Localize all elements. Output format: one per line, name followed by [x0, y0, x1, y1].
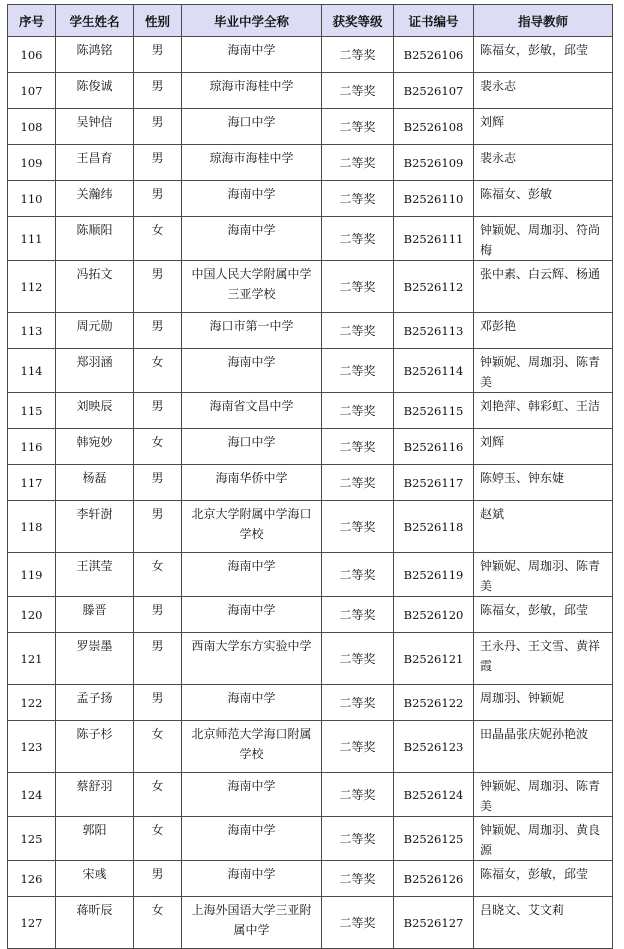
cell-certificate-number: B2526109 — [394, 145, 474, 181]
cell-student-name: 郭阳 — [56, 817, 134, 861]
cell-teacher: 赵斌 — [474, 501, 613, 553]
cell-seq: 109 — [8, 145, 56, 181]
table-row — [8, 465, 613, 501]
cell-student-name: 李轩澍 — [56, 501, 134, 553]
cell-student-name: 杨磊 — [56, 465, 134, 501]
cell-gender: 男 — [134, 597, 182, 633]
cell-certificate-number: B2526116 — [394, 429, 474, 465]
cell-gender: 男 — [134, 37, 182, 73]
header-teacher: 指导教师 — [474, 5, 613, 37]
cell-seq: 122 — [8, 685, 56, 721]
table-header-row — [8, 5, 613, 37]
cell-student-name: 蔡舒羽 — [56, 773, 134, 817]
cell-seq: 116 — [8, 429, 56, 465]
table-row — [8, 217, 613, 261]
cell-teacher: 陈福女，彭敏，邱莹 — [474, 597, 613, 633]
cell-gender: 男 — [134, 685, 182, 721]
cell-teacher: 陈福女，彭敏，邱莹 — [474, 37, 613, 73]
header-school: 毕业中学全称 — [182, 5, 322, 37]
cell-award-level: 二等奖 — [322, 597, 394, 633]
table-row — [8, 633, 613, 685]
cell-award-level: 二等奖 — [322, 685, 394, 721]
table-row — [8, 181, 613, 217]
cell-teacher: 张中素、白云辉、杨通 — [474, 261, 613, 313]
table-row — [8, 349, 613, 393]
cell-seq: 114 — [8, 349, 56, 393]
cell-school: 海南中学 — [182, 861, 322, 897]
cell-gender: 女 — [134, 429, 182, 465]
cell-seq: 124 — [8, 773, 56, 817]
table-row — [8, 773, 613, 817]
cell-award-level: 二等奖 — [322, 393, 394, 429]
cell-certificate-number: B2526127 — [394, 897, 474, 949]
awards-table — [7, 4, 613, 949]
cell-student-name: 孟子扬 — [56, 685, 134, 721]
cell-school: 海南中学 — [182, 817, 322, 861]
cell-certificate-number: B2526119 — [394, 553, 474, 597]
cell-certificate-number: B2526115 — [394, 393, 474, 429]
cell-school: 海南中学 — [182, 217, 322, 261]
cell-gender: 女 — [134, 553, 182, 597]
cell-certificate-number: B2526111 — [394, 217, 474, 261]
cell-award-level: 二等奖 — [322, 109, 394, 145]
cell-certificate-number: B2526114 — [394, 349, 474, 393]
table-body — [8, 37, 613, 949]
cell-award-level: 二等奖 — [322, 861, 394, 897]
cell-school: 海南中学 — [182, 685, 322, 721]
cell-school: 海南中学 — [182, 181, 322, 217]
cell-school: 海南中学 — [182, 349, 322, 393]
cell-gender: 男 — [134, 861, 182, 897]
cell-student-name: 关瀚纬 — [56, 181, 134, 217]
cell-seq: 118 — [8, 501, 56, 553]
cell-school: 海南中学 — [182, 37, 322, 73]
table-row — [8, 393, 613, 429]
table-row — [8, 429, 613, 465]
cell-certificate-number: B2526121 — [394, 633, 474, 685]
cell-award-level: 二等奖 — [322, 217, 394, 261]
cell-student-name: 陈鸿铭 — [56, 37, 134, 73]
cell-teacher: 钟颖妮、周珈羽、陈青美 — [474, 349, 613, 393]
cell-school: 琼海市海桂中学 — [182, 73, 322, 109]
cell-certificate-number: B2526110 — [394, 181, 474, 217]
cell-gender: 女 — [134, 721, 182, 773]
cell-teacher: 钟颖妮、周珈羽、符尚梅 — [474, 217, 613, 261]
cell-seq: 115 — [8, 393, 56, 429]
cell-school: 北京师范大学海口附属学校 — [182, 721, 322, 773]
cell-school: 中国人民大学附属中学三亚学校 — [182, 261, 322, 313]
cell-gender: 男 — [134, 145, 182, 181]
header-award: 获奖等级 — [322, 5, 394, 37]
cell-certificate-number: B2526118 — [394, 501, 474, 553]
cell-school: 西南大学东方实验中学 — [182, 633, 322, 685]
cell-school: 海南中学 — [182, 597, 322, 633]
table-row — [8, 145, 613, 181]
cell-school: 海口中学 — [182, 109, 322, 145]
cell-certificate-number: B2526125 — [394, 817, 474, 861]
cell-certificate-number: B2526123 — [394, 721, 474, 773]
cell-award-level: 二等奖 — [322, 349, 394, 393]
cell-student-name: 周元勋 — [56, 313, 134, 349]
cell-seq: 110 — [8, 181, 56, 217]
cell-school: 北京大学附属中学海口学校 — [182, 501, 322, 553]
cell-seq: 126 — [8, 861, 56, 897]
header-seq: 序号 — [8, 5, 56, 37]
cell-gender: 女 — [134, 349, 182, 393]
cell-award-level: 二等奖 — [322, 261, 394, 313]
table-row — [8, 501, 613, 553]
cell-teacher: 周珈羽、钟颖妮 — [474, 685, 613, 721]
table-row — [8, 721, 613, 773]
cell-certificate-number: B2526122 — [394, 685, 474, 721]
cell-certificate-number: B2526124 — [394, 773, 474, 817]
cell-teacher: 邓彭艳 — [474, 313, 613, 349]
cell-school: 海南省文昌中学 — [182, 393, 322, 429]
cell-teacher: 刘辉 — [474, 429, 613, 465]
table-row — [8, 817, 613, 861]
cell-award-level: 二等奖 — [322, 429, 394, 465]
cell-teacher: 刘艳萍、韩彩虹、王洁 — [474, 393, 613, 429]
cell-certificate-number: B2526112 — [394, 261, 474, 313]
table-row — [8, 313, 613, 349]
cell-student-name: 郑羽涵 — [56, 349, 134, 393]
cell-gender: 男 — [134, 73, 182, 109]
cell-gender: 男 — [134, 393, 182, 429]
cell-award-level: 二等奖 — [322, 501, 394, 553]
table-row — [8, 861, 613, 897]
cell-school: 海口市第一中学 — [182, 313, 322, 349]
cell-gender: 女 — [134, 817, 182, 861]
cell-seq: 117 — [8, 465, 56, 501]
table-row — [8, 897, 613, 949]
cell-teacher: 钟颖妮、周珈羽、陈青美 — [474, 773, 613, 817]
cell-student-name: 王淇莹 — [56, 553, 134, 597]
table-row — [8, 261, 613, 313]
cell-gender: 男 — [134, 501, 182, 553]
cell-teacher: 陈婷玉、钟东婕 — [474, 465, 613, 501]
cell-certificate-number: B2526113 — [394, 313, 474, 349]
cell-teacher: 陈福女、彭敏 — [474, 181, 613, 217]
cell-gender: 男 — [134, 465, 182, 501]
header-cert: 证书编号 — [394, 5, 474, 37]
cell-gender: 男 — [134, 181, 182, 217]
cell-student-name: 王昌育 — [56, 145, 134, 181]
cell-gender: 男 — [134, 261, 182, 313]
cell-gender: 女 — [134, 897, 182, 949]
cell-seq: 107 — [8, 73, 56, 109]
cell-seq: 112 — [8, 261, 56, 313]
cell-teacher: 裴永志 — [474, 145, 613, 181]
table-row — [8, 553, 613, 597]
cell-teacher: 钟颖妮、周珈羽、黄良源 — [474, 817, 613, 861]
table-row — [8, 73, 613, 109]
cell-teacher: 田晶晶张庆妮孙艳波 — [474, 721, 613, 773]
cell-gender: 男 — [134, 313, 182, 349]
cell-student-name: 蒋昕辰 — [56, 897, 134, 949]
cell-teacher: 王永丹、王文雪、黄祥霞 — [474, 633, 613, 685]
cell-student-name: 陈俊诚 — [56, 73, 134, 109]
cell-certificate-number: B2526107 — [394, 73, 474, 109]
cell-school: 琼海市海桂中学 — [182, 145, 322, 181]
cell-teacher: 刘辉 — [474, 109, 613, 145]
cell-student-name: 韩宛妙 — [56, 429, 134, 465]
cell-student-name: 吴钟信 — [56, 109, 134, 145]
cell-award-level: 二等奖 — [322, 73, 394, 109]
cell-seq: 123 — [8, 721, 56, 773]
cell-award-level: 二等奖 — [322, 37, 394, 73]
cell-seq: 120 — [8, 597, 56, 633]
cell-seq: 125 — [8, 817, 56, 861]
table-row — [8, 597, 613, 633]
cell-seq: 108 — [8, 109, 56, 145]
header-name: 学生姓名 — [56, 5, 134, 37]
cell-seq: 106 — [8, 37, 56, 73]
cell-award-level: 二等奖 — [322, 553, 394, 597]
cell-school: 海南华侨中学 — [182, 465, 322, 501]
cell-student-name: 陈子杉 — [56, 721, 134, 773]
cell-gender: 女 — [134, 217, 182, 261]
cell-award-level: 二等奖 — [322, 633, 394, 685]
cell-student-name: 陈顺阳 — [56, 217, 134, 261]
header-gender: 性别 — [134, 5, 182, 37]
table-row — [8, 109, 613, 145]
cell-teacher: 吕晓文、艾文莉 — [474, 897, 613, 949]
cell-teacher: 钟颖妮、周珈羽、陈青美 — [474, 553, 613, 597]
cell-award-level: 二等奖 — [322, 313, 394, 349]
cell-award-level: 二等奖 — [322, 817, 394, 861]
cell-gender: 男 — [134, 633, 182, 685]
cell-school: 上海外国语大学三亚附属中学 — [182, 897, 322, 949]
cell-award-level: 二等奖 — [322, 465, 394, 501]
cell-certificate-number: B2526108 — [394, 109, 474, 145]
cell-award-level: 二等奖 — [322, 145, 394, 181]
cell-school: 海南中学 — [182, 553, 322, 597]
cell-award-level: 二等奖 — [322, 721, 394, 773]
table-row — [8, 685, 613, 721]
cell-certificate-number: B2526106 — [394, 37, 474, 73]
cell-award-level: 二等奖 — [322, 773, 394, 817]
cell-gender: 男 — [134, 109, 182, 145]
cell-seq: 113 — [8, 313, 56, 349]
cell-student-name: 宋彧 — [56, 861, 134, 897]
cell-school: 海口中学 — [182, 429, 322, 465]
table-row — [8, 37, 613, 73]
cell-student-name: 罗崇墨 — [56, 633, 134, 685]
cell-student-name: 滕晋 — [56, 597, 134, 633]
cell-student-name: 刘映辰 — [56, 393, 134, 429]
cell-student-name: 冯拓文 — [56, 261, 134, 313]
cell-gender: 女 — [134, 773, 182, 817]
cell-seq: 127 — [8, 897, 56, 949]
cell-certificate-number: B2526126 — [394, 861, 474, 897]
cell-seq: 119 — [8, 553, 56, 597]
cell-teacher: 裴永志 — [474, 73, 613, 109]
cell-school: 海南中学 — [182, 773, 322, 817]
cell-award-level: 二等奖 — [322, 181, 394, 217]
cell-teacher: 陈福女，彭敏，邱莹 — [474, 861, 613, 897]
cell-seq: 111 — [8, 217, 56, 261]
cell-seq: 121 — [8, 633, 56, 685]
cell-certificate-number: B2526120 — [394, 597, 474, 633]
cell-award-level: 二等奖 — [322, 897, 394, 949]
cell-certificate-number: B2526117 — [394, 465, 474, 501]
